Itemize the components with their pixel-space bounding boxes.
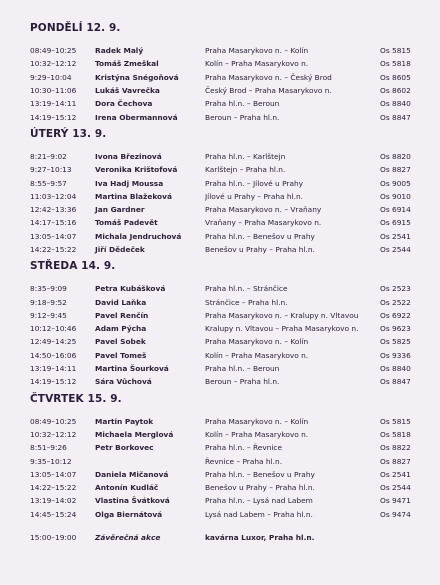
row-train: Os 8820 [380,151,411,161]
row-route: Řevnice – Praha hl.n. [205,456,283,466]
row-train: Os 2541 [380,469,411,479]
row-name: Radek Malý [95,46,144,56]
row-name: Iva Hadj Moussa [95,178,164,188]
schedule-row [30,230,430,243]
schedule-row [30,362,430,375]
row-route: Praha hl.n. – Jílové u Prahy [205,178,304,188]
schedule-row [30,481,430,494]
row-time: 8:35–9:09 [30,284,67,294]
final-event-time: 15:00–19:00 [30,533,77,543]
row-train: Os 5825 [380,337,411,347]
schedule-row [30,150,430,163]
row-time: 9:29–10:04 [30,72,72,82]
row-name: Petra Kubášková [95,284,166,294]
row-route: Vraňany – Praha Masarykovo n. [205,218,322,228]
schedule-row [30,322,430,335]
day-heading: PONDĚLÍ 12. 9. [30,22,121,34]
row-name: Daniela Mičanová [95,469,169,479]
schedule-row [30,203,430,216]
row-time: 13:19–14:11 [30,99,77,109]
row-route: Praha hl.n. – Beroun [205,99,280,109]
row-route: Praha Masarykovo n. – Český Brod [205,72,332,82]
row-name: Antonín Kudláč [95,483,159,493]
day-section-monday [30,22,430,124]
schedule-row [30,309,430,322]
schedule-row [30,57,430,70]
row-train: Os 5818 [380,59,411,69]
row-route: Beroun – Praha hl.n. [205,377,280,387]
schedule-row [30,349,430,362]
row-train: Os 5815 [380,46,411,56]
row-train: Os 2544 [380,483,411,493]
row-name: Martin Paytok [95,416,154,426]
row-route: Benešov u Prahy – Praha hl.n. [205,483,315,493]
schedule-row [30,295,430,308]
row-route: Praha Masarykovo n. – Kralupy n. Vltavou [205,310,359,320]
row-time: 14:22–15:22 [30,245,77,254]
row-name: Martina Blažeková [95,191,172,201]
row-route: Praha Masarykovo n. – Kolín [205,416,309,426]
row-route: Praha hl.n. – Stránčice [205,284,288,294]
schedule-row [30,71,430,84]
row-route: Kolín – Praha Masarykovo n. [205,59,309,69]
row-time: 10:32–12:12 [30,429,77,439]
day-heading: ČTVRTEK 15. 9. [30,392,122,405]
row-route: Praha hl.n. – Benešov u Prahy [205,231,315,241]
row-time: 08:49–10:25 [30,416,77,426]
schedule-row [30,163,430,176]
row-name: Michala Jendruchová [95,231,182,241]
row-route: Praha hl.n. – Benešov u Prahy [205,469,315,479]
row-time: 12:42–13:36 [30,205,77,215]
row-time: 10:12–10:46 [30,324,77,334]
row-train: Os 2523 [380,284,411,294]
row-name: Lukáš Vavrečka [95,86,160,96]
row-train: Os 9474 [380,509,411,519]
row-time: 10:32–12:12 [30,59,77,69]
row-time: 08:49–10:25 [30,46,77,56]
row-time: 9:18–9:52 [30,297,67,307]
row-train: Os 5818 [380,429,411,439]
row-train: Os 8847 [380,377,411,387]
row-route: Český Brod – Praha Masarykovo n. [205,86,332,96]
row-name: Sára Vûchová [95,377,152,387]
row-time: 13:05–14:07 [30,469,77,479]
row-name: Dora Čechova [95,99,153,109]
schedule-row [30,84,430,97]
row-name: Petr Borkovec [95,443,154,453]
row-name: Vlastina Švátková [95,496,170,506]
row-route: Kralupy n. Vltavou – Praha Masarykovo n. [205,324,359,334]
row-route: Beroun – Praha hl.n. [205,112,280,122]
schedule-row [30,415,430,428]
row-train: Os 5815 [380,416,411,426]
row-route: Praha Masarykovo n. – Kolín [205,46,309,56]
day-section-thursday [30,393,430,545]
row-train: Os 6915 [380,218,411,228]
row-time: 14:19–15:12 [30,112,77,122]
row-route: Stránčice – Praha hl.n. [205,297,288,307]
row-route: Praha Masarykovo n. – Kolín [205,337,309,347]
row-name: Jiří Dědeček [95,245,145,254]
row-time: 14:50–16:06 [30,350,77,360]
row-route: Jílové u Prahy – Praha hl.n. [205,191,304,201]
day-section-tuesday [30,128,430,256]
row-route: Praha hl.n. – Lysá nad Labem [205,496,313,506]
schedule-row [30,508,430,521]
row-train: Os 8840 [380,364,411,374]
row-route: Praha hl.n. – Řevnice [205,443,283,453]
row-train: Os 8840 [380,99,411,109]
row-train: Os 2541 [380,231,411,241]
row-train: Os 2544 [380,245,411,254]
row-time: 13:19–14:02 [30,496,77,506]
row-train: Os 9005 [380,178,411,188]
schedule [30,22,430,548]
schedule-row [30,176,430,189]
row-time: 14:19–15:12 [30,377,77,387]
row-train: Os 9623 [380,324,411,334]
day-heading: STŘEDA 14. 9. [30,260,116,273]
schedule-row [30,375,430,388]
row-time: 8:51–9:26 [30,443,67,453]
schedule-row [30,97,430,110]
day-section-wednesday [30,260,430,388]
row-time: 10:30–11:06 [30,86,77,96]
day-heading: ÚTERÝ 13. 9. [30,127,107,140]
row-time: 9:27–10:13 [30,165,72,175]
row-time: 13:05–14:07 [30,231,77,241]
row-train: Os 8827 [380,165,411,175]
row-name: Pavel Tomeš [95,350,147,360]
final-event-venue: kavárna Luxor, Praha hl.n. [205,533,315,543]
row-name: Tomáš Zmeškal [95,59,159,69]
schedule-row [30,282,430,295]
schedule-row [30,494,430,507]
row-name: Kristýna Snégoňová [95,72,179,82]
schedule-row [30,428,430,441]
row-name: Adam Pýcha [95,324,147,334]
row-train: Os 9471 [380,496,411,506]
row-time: 13:19–14:11 [30,364,77,374]
final-event-row [30,531,430,544]
row-route: Benešov u Prahy – Praha hl.n. [205,245,315,254]
row-time: 8:55–9:57 [30,178,67,188]
row-train: Os 6922 [380,310,411,320]
schedule-row [30,110,430,123]
row-time: 14:22–15:22 [30,483,77,493]
row-train: Os 6914 [380,205,411,215]
row-train: Os 9336 [380,350,411,360]
schedule-row [30,216,430,229]
row-train: Os 8822 [380,443,411,453]
row-train: Os 8605 [380,72,411,82]
row-name: Ivona Březinová [95,151,162,161]
row-time: 12:49–14:25 [30,337,77,347]
row-name: Tomáš Padevět [95,218,158,228]
row-route: Kolín – Praha Masarykovo n. [205,350,309,360]
final-event-name: Závěrečná akce [95,533,161,543]
row-time: 9:12–9:45 [30,310,67,320]
row-name: Michaela Merglová [95,429,174,439]
row-name: Pavel Renčín [95,310,149,320]
row-train: Os 8847 [380,112,411,122]
row-time: 11:03–12:04 [30,191,77,201]
row-name: Olga Biernátová [95,509,163,519]
schedule-row [30,468,430,481]
row-name: Jan Gardner [95,205,145,215]
row-time: 9:35–10:12 [30,456,72,466]
row-train: Os 9010 [380,191,411,201]
row-time: 14:17–15:16 [30,218,77,228]
row-name: Irena Obermannová [95,112,178,122]
row-name: David Laňka [95,297,147,307]
row-train: Os 8602 [380,86,411,96]
row-route: Praha Masarykovo n. – Vraňany [205,205,322,215]
row-route: Praha hl.n. – Karlštejn [205,151,286,161]
row-name: Pavel Sobek [95,337,146,347]
schedule-row [30,454,430,467]
row-train: Os 8827 [380,456,411,466]
row-route: Lysá nad Labem – Praha hl.n. [205,509,313,519]
schedule-row [30,335,430,348]
row-route: Praha hl.n. – Beroun [205,364,280,374]
schedule-row [30,243,430,256]
schedule-row [30,44,430,57]
schedule-row [30,441,430,454]
row-name: Veronika Krištofová [95,165,178,175]
row-time: 14:45–15:24 [30,509,77,519]
row-route: Karlštejn – Praha hl.n. [205,165,286,175]
row-train: Os 2522 [380,297,411,307]
row-route: Kolín – Praha Masarykovo n. [205,429,309,439]
row-time: 8:21–9:02 [30,151,67,161]
row-name: Martina Šourková [95,364,169,374]
schedule-row [30,190,430,203]
